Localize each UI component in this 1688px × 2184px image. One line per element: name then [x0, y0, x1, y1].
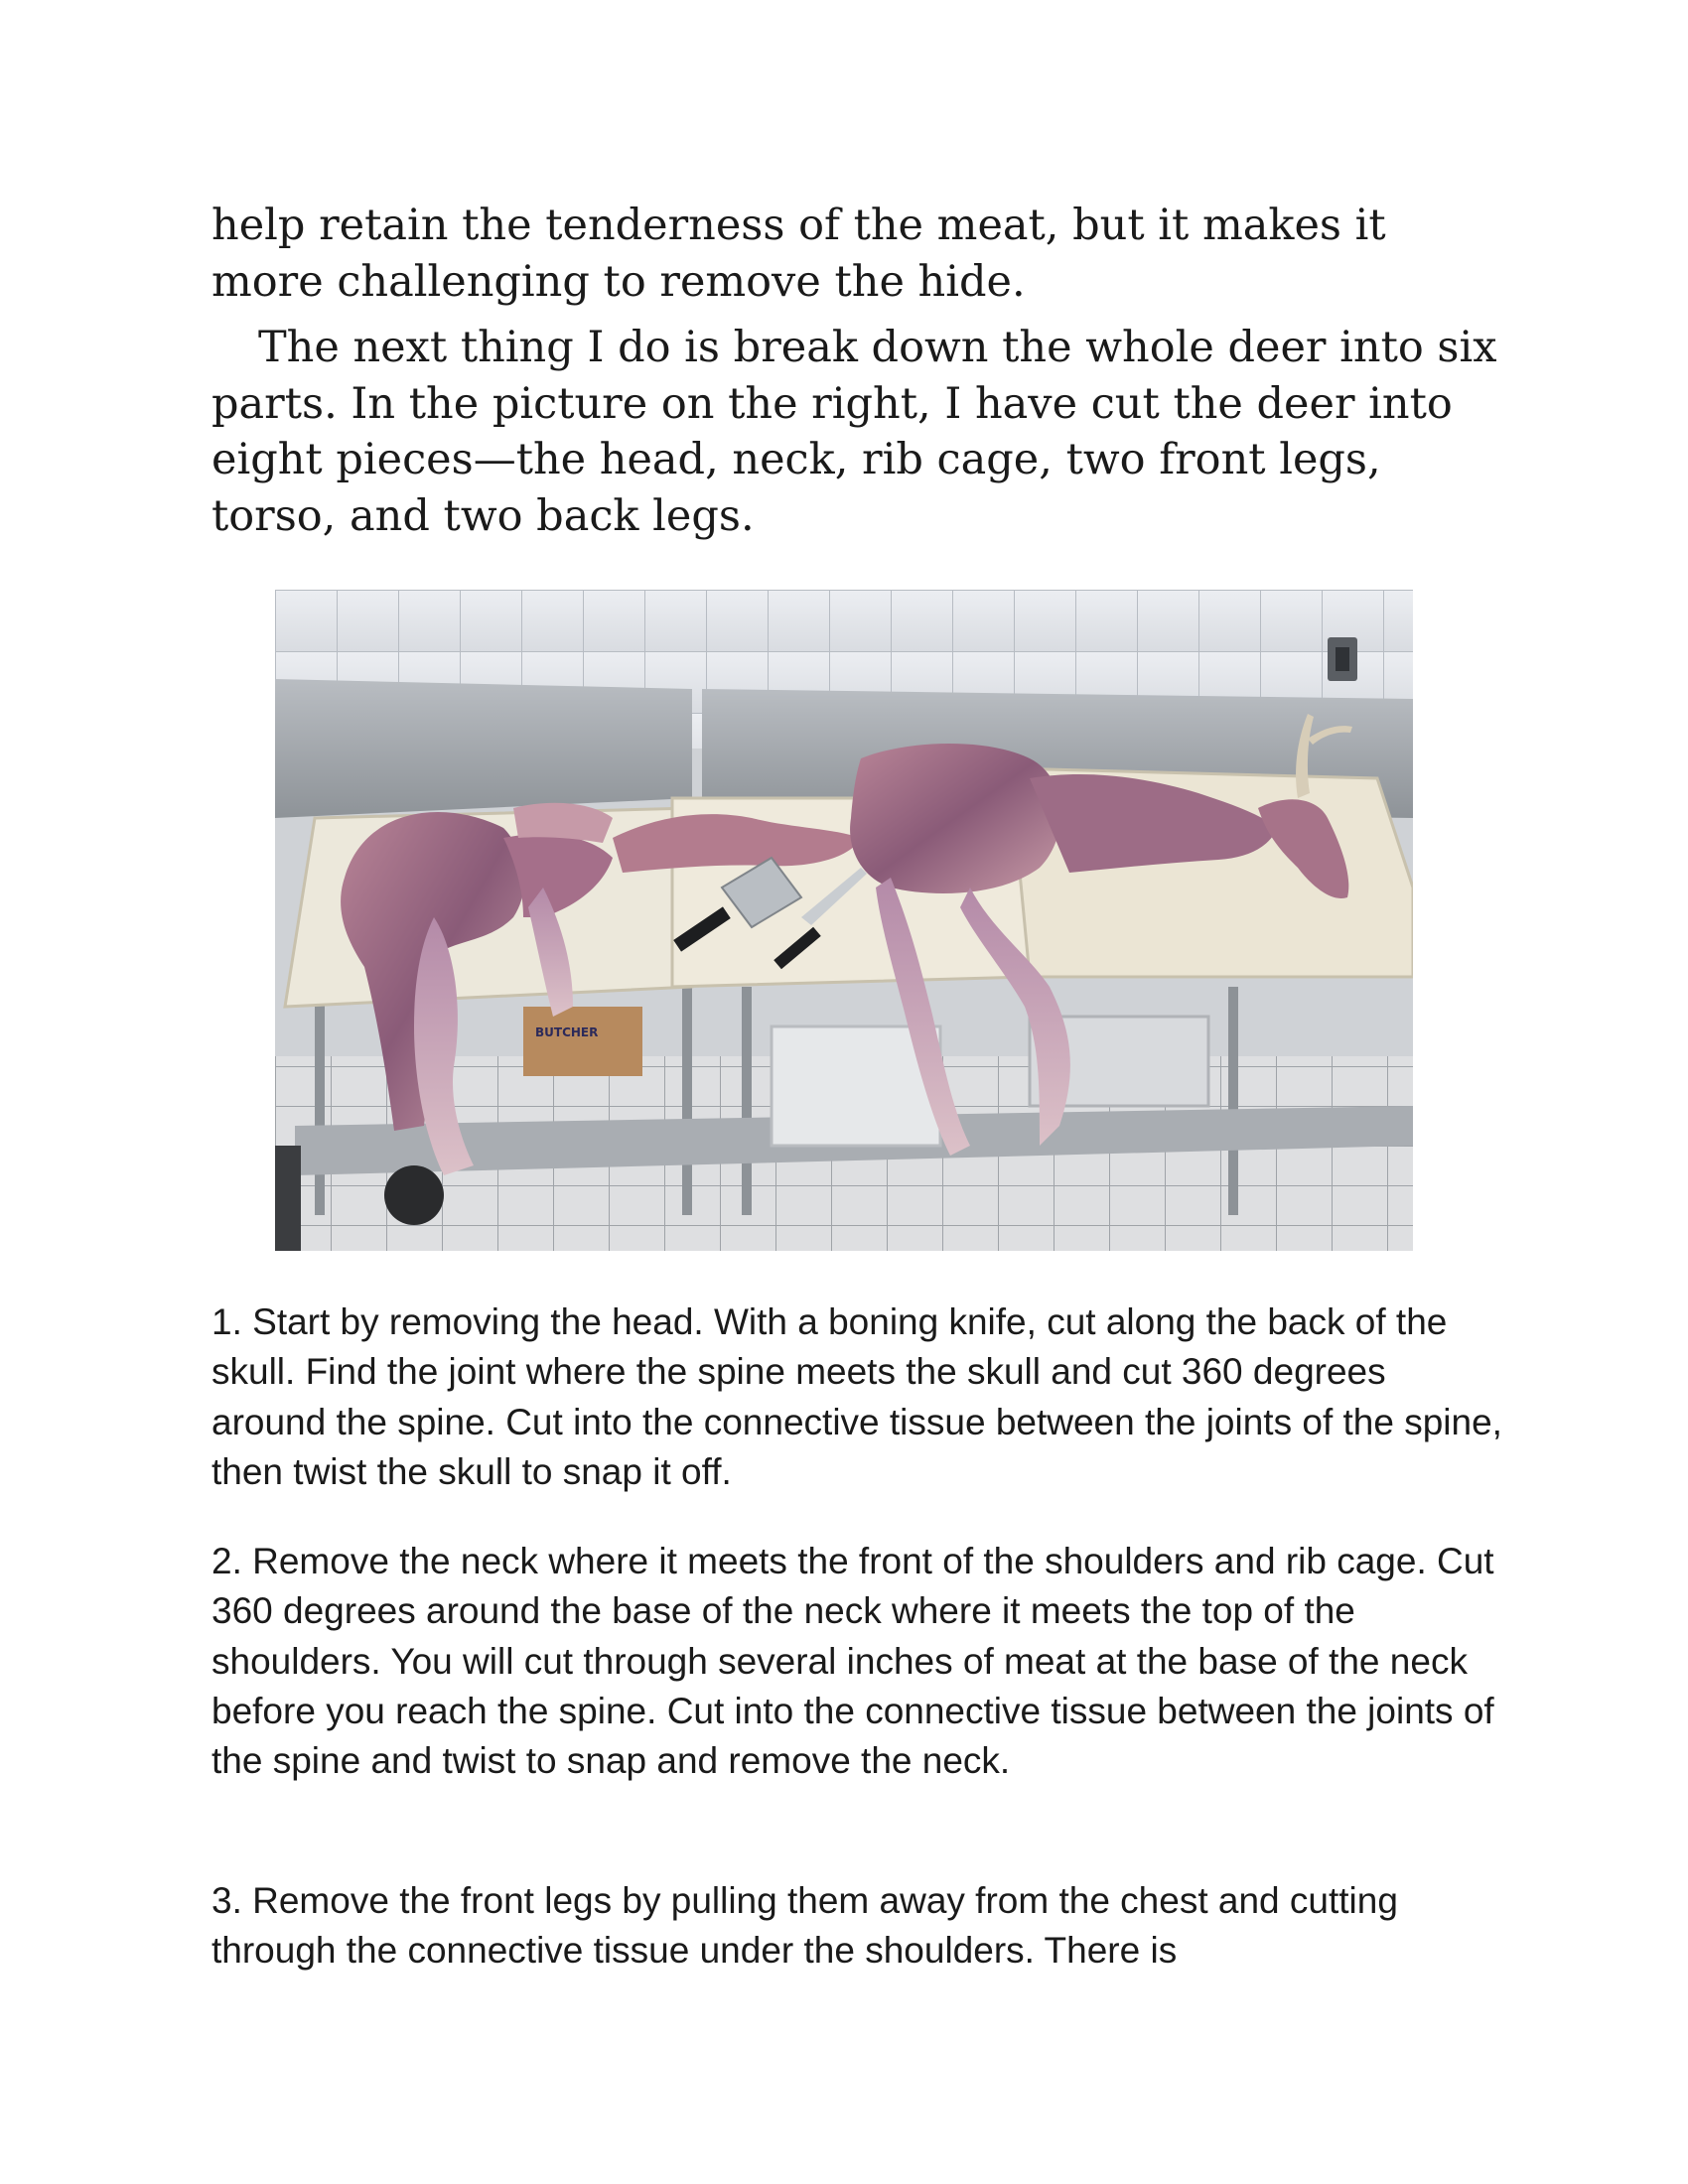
paragraph-intro-continuation: help retain the tenderness of the meat, but it makes it more challenging to remove the hide. — [211, 201, 1386, 307]
deer-carcass-photo — [275, 590, 1413, 1251]
box-label-text: BUTCHER — [535, 1025, 599, 1039]
step-3-remove-front-legs: 3. Remove the front legs by pulling them away from the chest and cutting through the connective tissue under the shoulders. There is — [211, 1880, 1398, 1972]
step-2-remove-neck: 2. Remove the neck where it meets the front of the shoulders and rib cage. Cut 360 degrees around the base of the neck where it meets the top of the shoulders. You will cut through several inches of meat at the base of the neck before you reach the spine. Cut into the connective tissue between the joints of the spine and twist to snap and remove the neck. — [211, 1541, 1494, 1782]
step-1-remove-head: 1. Start by removing the head. With a boning knife, cut along the back of the skull. Find the joint where the spine meets the skull and cut 360 degrees around the spine. Cut into the connective tissue between the joints of the spine, then twist the skull to snap it off. — [211, 1301, 1502, 1492]
paragraph-breakdown-overview: The next thing I do is break down the whole deer into six parts. In the picture on the right, I have cut the deer into eight pieces—the head, neck, rib cage, two front legs, torso, and two back legs. — [211, 323, 1497, 541]
